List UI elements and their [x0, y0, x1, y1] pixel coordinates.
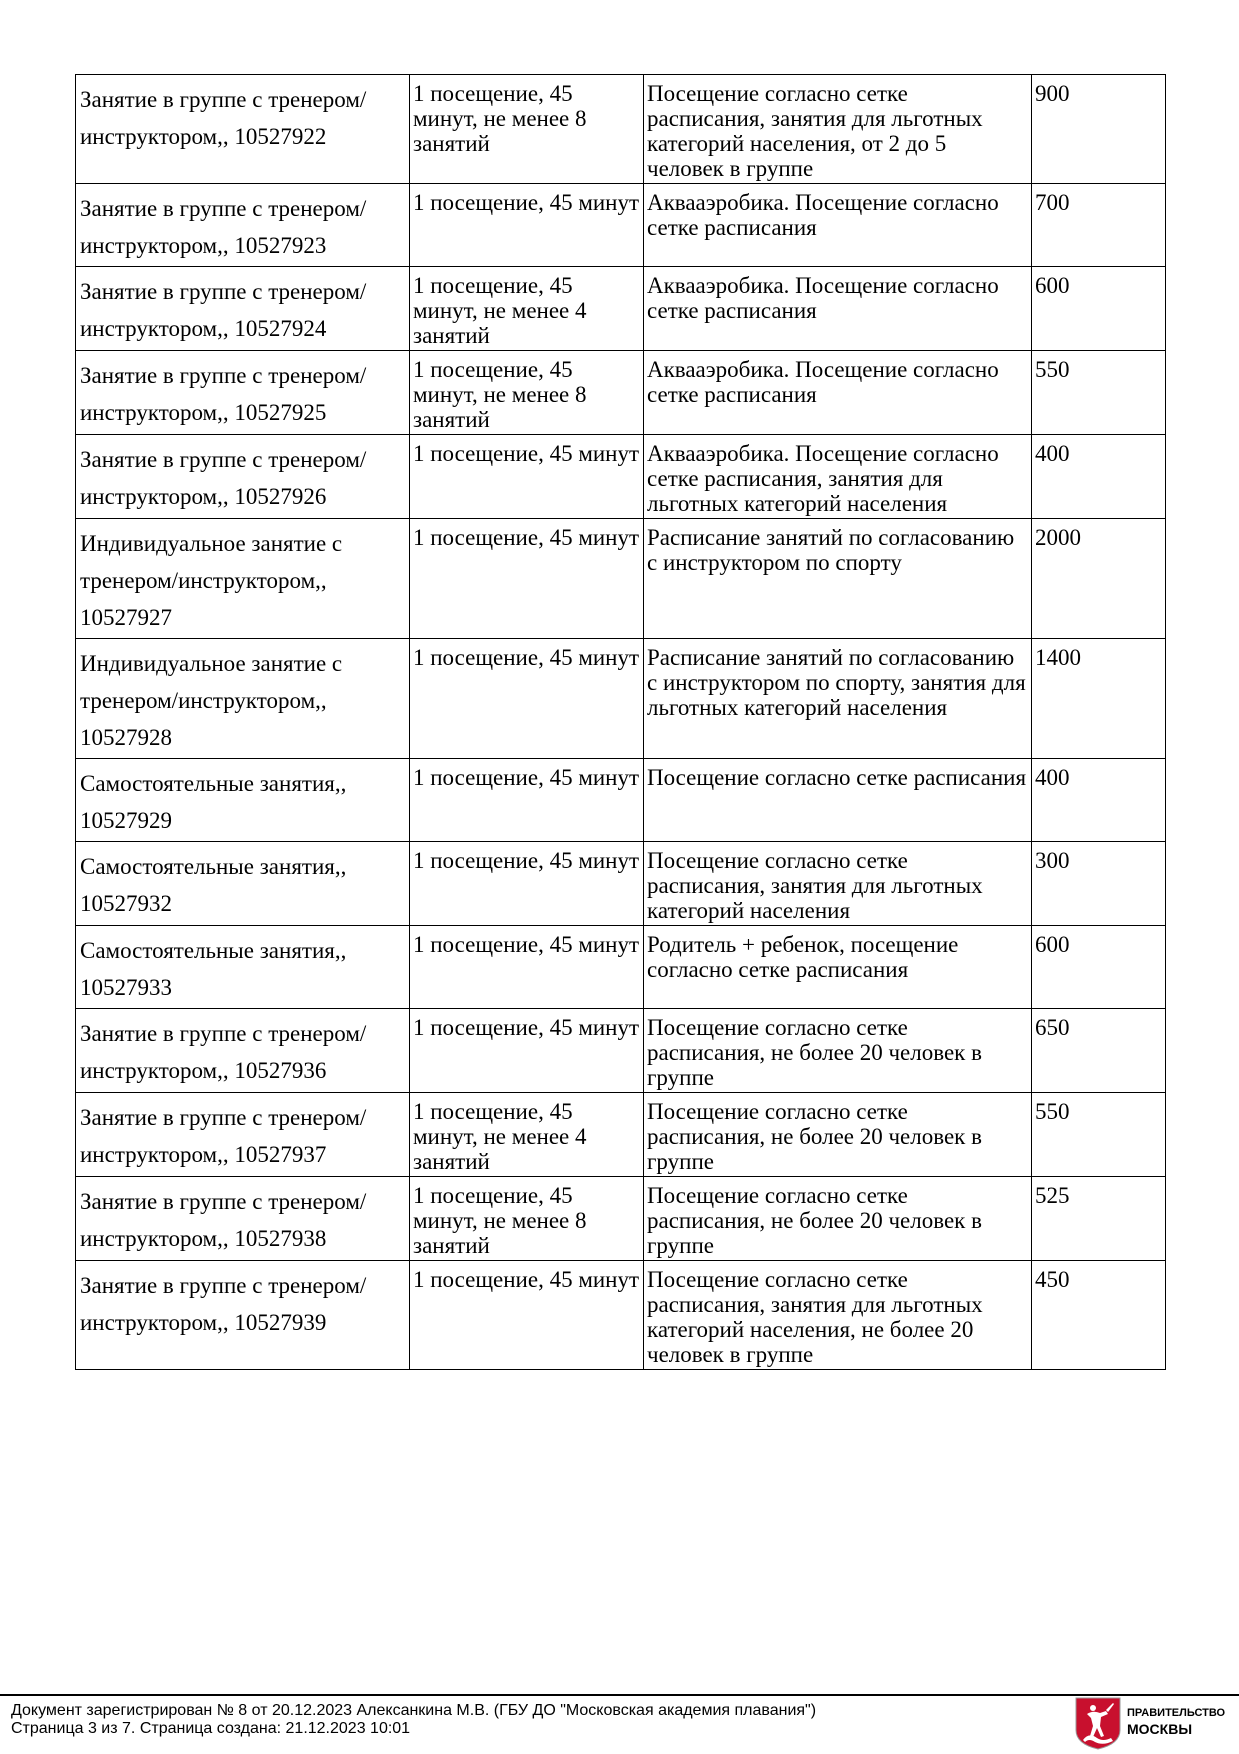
logo-line2: МОСКВЫ	[1127, 1721, 1193, 1737]
duration-cell: 1 посещение, 45 минут	[410, 842, 644, 926]
duration-cell: 1 посещение, 45 минут	[410, 639, 644, 759]
table-row	[76, 1009, 1166, 1093]
duration-cell: 1 посещение, 45 минут	[410, 184, 644, 267]
service-name-cell: Занятие в группе с тренером/инструктором,, 10527937	[76, 1093, 410, 1177]
table-row	[76, 184, 1166, 267]
service-name-cell: Занятие в группе с тренером/инструктором,, 10527926	[76, 435, 410, 519]
logo-text	[1127, 1706, 1225, 1738]
registration-line: Документ зарегистрирован № 8 от 20.12.2023 Алексанкина М.В. (ГБУ ДО "Московская академия плавания")	[11, 1702, 817, 1719]
price-cell: 600	[1032, 926, 1166, 1009]
price-cell: 525	[1032, 1177, 1166, 1261]
service-name-cell: Самостоятельные занятия,, 10527933	[76, 926, 410, 1009]
footer-text	[11, 1702, 816, 1738]
duration-cell: 1 посещение, 45 минут	[410, 1009, 644, 1093]
note-cell: Посещение согласно сетке расписания, занятия для льготных категорий населения, не более 20 человек в группе	[644, 1261, 1032, 1370]
price-cell: 650	[1032, 1009, 1166, 1093]
service-name-cell: Занятие в группе с тренером/инструктором,, 10527936	[76, 1009, 410, 1093]
table-row	[76, 639, 1166, 759]
price-cell: 400	[1032, 435, 1166, 519]
note-cell: Аквааэробика. Посещение согласно сетке расписания	[644, 267, 1032, 351]
table-row	[76, 519, 1166, 639]
service-name-cell: Самостоятельные занятия,, 10527932	[76, 842, 410, 926]
note-cell: Аквааэробика. Посещение согласно сетке расписания	[644, 184, 1032, 267]
duration-cell: 1 посещение, 45 минут	[410, 1261, 644, 1370]
price-cell: 900	[1032, 75, 1166, 184]
table-row	[76, 75, 1166, 184]
note-cell: Посещение согласно сетке расписания, не более 20 человек в группе	[644, 1177, 1032, 1261]
price-cell: 450	[1032, 1261, 1166, 1370]
price-cell: 300	[1032, 842, 1166, 926]
note-cell: Посещение согласно сетке расписания, не более 20 человек в группе	[644, 1009, 1032, 1093]
note-cell: Родитель + ребенок, посещение согласно сетке расписания	[644, 926, 1032, 1009]
service-name-cell: Занятие в группе с тренером/инструктором,, 10527925	[76, 351, 410, 435]
note-cell: Посещение согласно сетке расписания, не более 20 человек в группе	[644, 1093, 1032, 1177]
table-row	[76, 1093, 1166, 1177]
note-cell: Аквааэробика. Посещение согласно сетке расписания	[644, 351, 1032, 435]
duration-cell: 1 посещение, 45 минут, не менее 8 занятий	[410, 351, 644, 435]
service-name-cell: Самостоятельные занятия,, 10527929	[76, 759, 410, 842]
duration-cell: 1 посещение, 45 минут	[410, 759, 644, 842]
logo-line1: ПРАВИТЕЛЬСТВО	[1127, 1707, 1226, 1719]
table-row	[76, 842, 1166, 926]
service-name-cell: Индивидуальное занятие с тренером/инструктором,, 10527928	[76, 639, 410, 759]
price-cell: 550	[1032, 1093, 1166, 1177]
price-cell: 700	[1032, 184, 1166, 267]
note-cell: Посещение согласно сетке расписания, занятия для льготных категорий населения, от 2 до 5 человек в группе	[644, 75, 1032, 184]
note-cell: Расписание занятий по согласованию с инструктором по спорту, занятия для льготных категорий населения	[644, 639, 1032, 759]
footer-divider	[0, 1694, 1239, 1696]
service-name-cell: Индивидуальное занятие с тренером/инструктором,, 10527927	[76, 519, 410, 639]
moscow-emblem-icon	[1073, 1696, 1123, 1750]
duration-cell: 1 посещение, 45 минут, не менее 4 занятий	[410, 267, 644, 351]
service-name-cell: Занятие в группе с тренером/инструктором,, 10527923	[76, 184, 410, 267]
duration-cell: 1 посещение, 45 минут, не менее 8 занятий	[410, 1177, 644, 1261]
page-info-line: Страница 3 из 7. Страница создана: 21.12.2023 10:01	[11, 1720, 411, 1737]
table-body	[76, 75, 1166, 1370]
duration-cell: 1 посещение, 45 минут	[410, 519, 644, 639]
note-cell: Посещение согласно сетке расписания, занятия для льготных категорий населения	[644, 842, 1032, 926]
table-row	[76, 1177, 1166, 1261]
price-cell: 600	[1032, 267, 1166, 351]
service-name-cell: Занятие в группе с тренером/инструктором,, 10527938	[76, 1177, 410, 1261]
table-row	[76, 926, 1166, 1009]
price-cell: 400	[1032, 759, 1166, 842]
table-row	[76, 351, 1166, 435]
table-row	[76, 1261, 1166, 1370]
duration-cell: 1 посещение, 45 минут, не менее 4 занятий	[410, 1093, 644, 1177]
duration-cell: 1 посещение, 45 минут	[410, 926, 644, 1009]
price-cell: 1400	[1032, 639, 1166, 759]
table-row	[76, 435, 1166, 519]
moscow-government-logo	[1073, 1696, 1239, 1750]
table-row	[76, 759, 1166, 842]
price-table	[75, 74, 1166, 1370]
duration-cell: 1 посещение, 45 минут, не менее 8 занятий	[410, 75, 644, 184]
note-cell: Аквааэробика. Посещение согласно сетке расписания, занятия для льготных категорий населения	[644, 435, 1032, 519]
service-name-cell: Занятие в группе с тренером/инструктором,, 10527939	[76, 1261, 410, 1370]
table-row	[76, 267, 1166, 351]
note-cell: Расписание занятий по согласованию с инструктором по спорту	[644, 519, 1032, 639]
price-cell: 2000	[1032, 519, 1166, 639]
price-cell: 550	[1032, 351, 1166, 435]
service-name-cell: Занятие в группе с тренером/инструктором,, 10527922	[76, 75, 410, 184]
note-cell: Посещение согласно сетке расписания	[644, 759, 1032, 842]
service-name-cell: Занятие в группе с тренером/инструктором,, 10527924	[76, 267, 410, 351]
duration-cell: 1 посещение, 45 минут	[410, 435, 644, 519]
